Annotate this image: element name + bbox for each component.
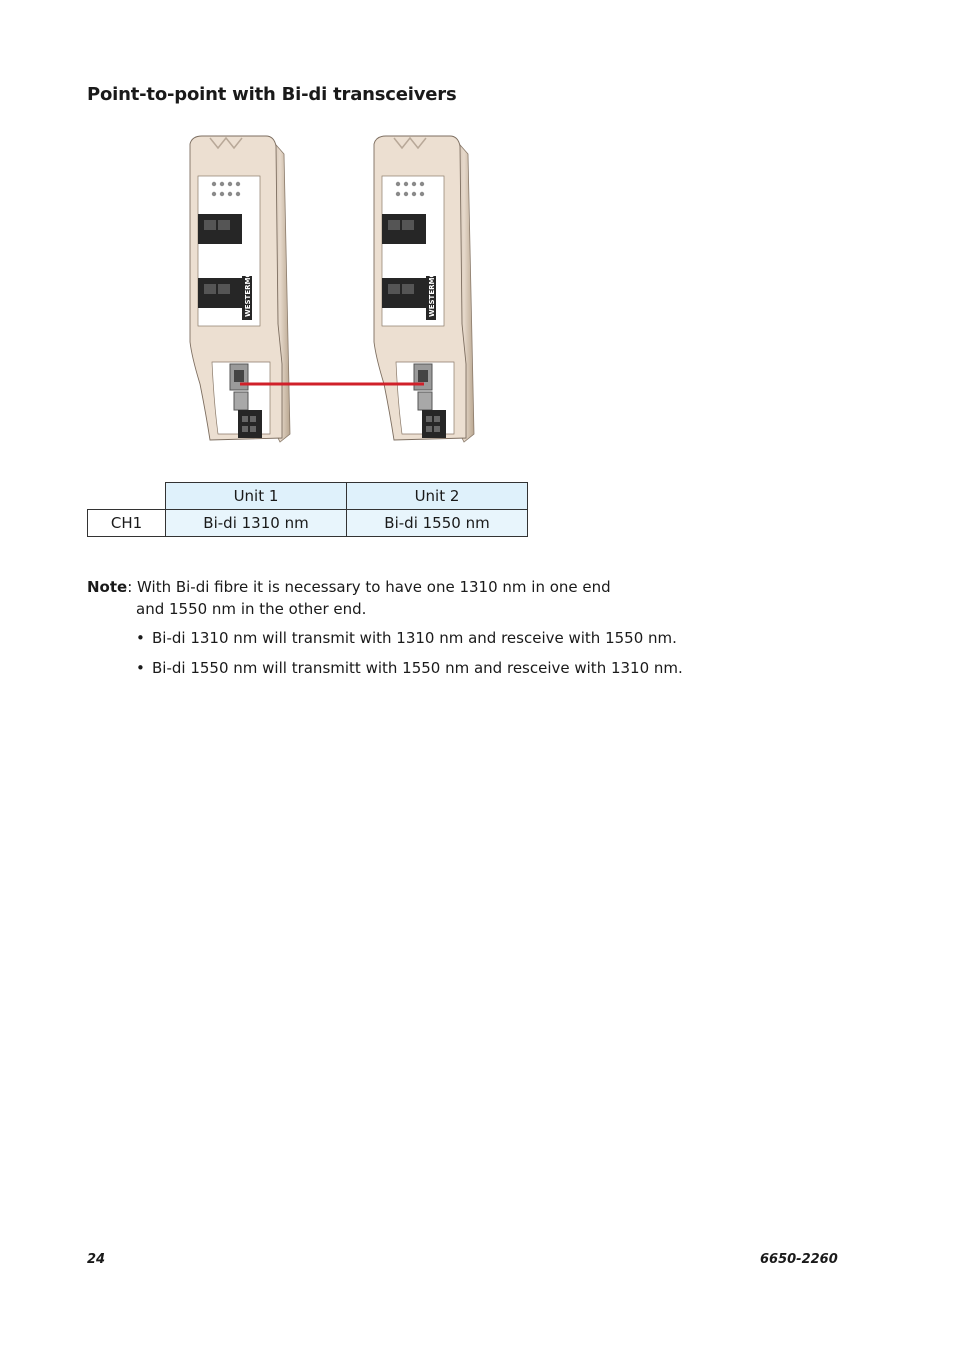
document-number: 6650-2260	[760, 1252, 838, 1267]
note-keyword: Note	[87, 578, 128, 596]
note-bullet-list	[136, 627, 683, 687]
bullet-text: Bi-di 1310 nm will transmit with 1310 nm and resceive with 1550 nm.	[152, 629, 677, 647]
unit-2-value: Bi-di 1550 nm	[347, 510, 528, 537]
bullet-icon: •	[136, 629, 145, 647]
list-item	[136, 627, 683, 657]
note-line-1: : With Bi-di fibre it is necessary to have one 1310 nm in one end	[127, 578, 611, 596]
unit-2-brand-logo	[426, 272, 436, 320]
column-header-unit-1: Unit 1	[166, 483, 347, 510]
note-line-2: and 1550 nm in the other end.	[136, 600, 367, 618]
channel-label: CH1	[88, 510, 166, 537]
bullet-icon: •	[136, 659, 145, 677]
svg-text:WESTERMO: WESTERMO	[428, 271, 436, 317]
page-number: 24	[87, 1252, 106, 1267]
svg-text:WESTERMO: WESTERMO	[244, 271, 252, 317]
column-header-unit-2: Unit 2	[347, 483, 528, 510]
unit-2-device	[374, 136, 474, 442]
unit-1-brand-logo	[242, 272, 252, 320]
unit-1-device	[190, 136, 290, 442]
table-header-row	[88, 483, 528, 510]
table-row	[88, 510, 528, 537]
channel-table	[87, 482, 528, 537]
list-item	[136, 657, 683, 687]
section-title: Point-to-point with Bi-di transceivers	[87, 84, 457, 105]
table-corner-cell	[88, 483, 166, 510]
note-paragraph	[87, 576, 611, 598]
unit-1-value: Bi-di 1310 nm	[166, 510, 347, 537]
point-to-point-diagram	[180, 128, 480, 450]
bullet-text: Bi-di 1550 nm will transmitt with 1550 nm and resceive with 1310 nm.	[152, 659, 683, 677]
